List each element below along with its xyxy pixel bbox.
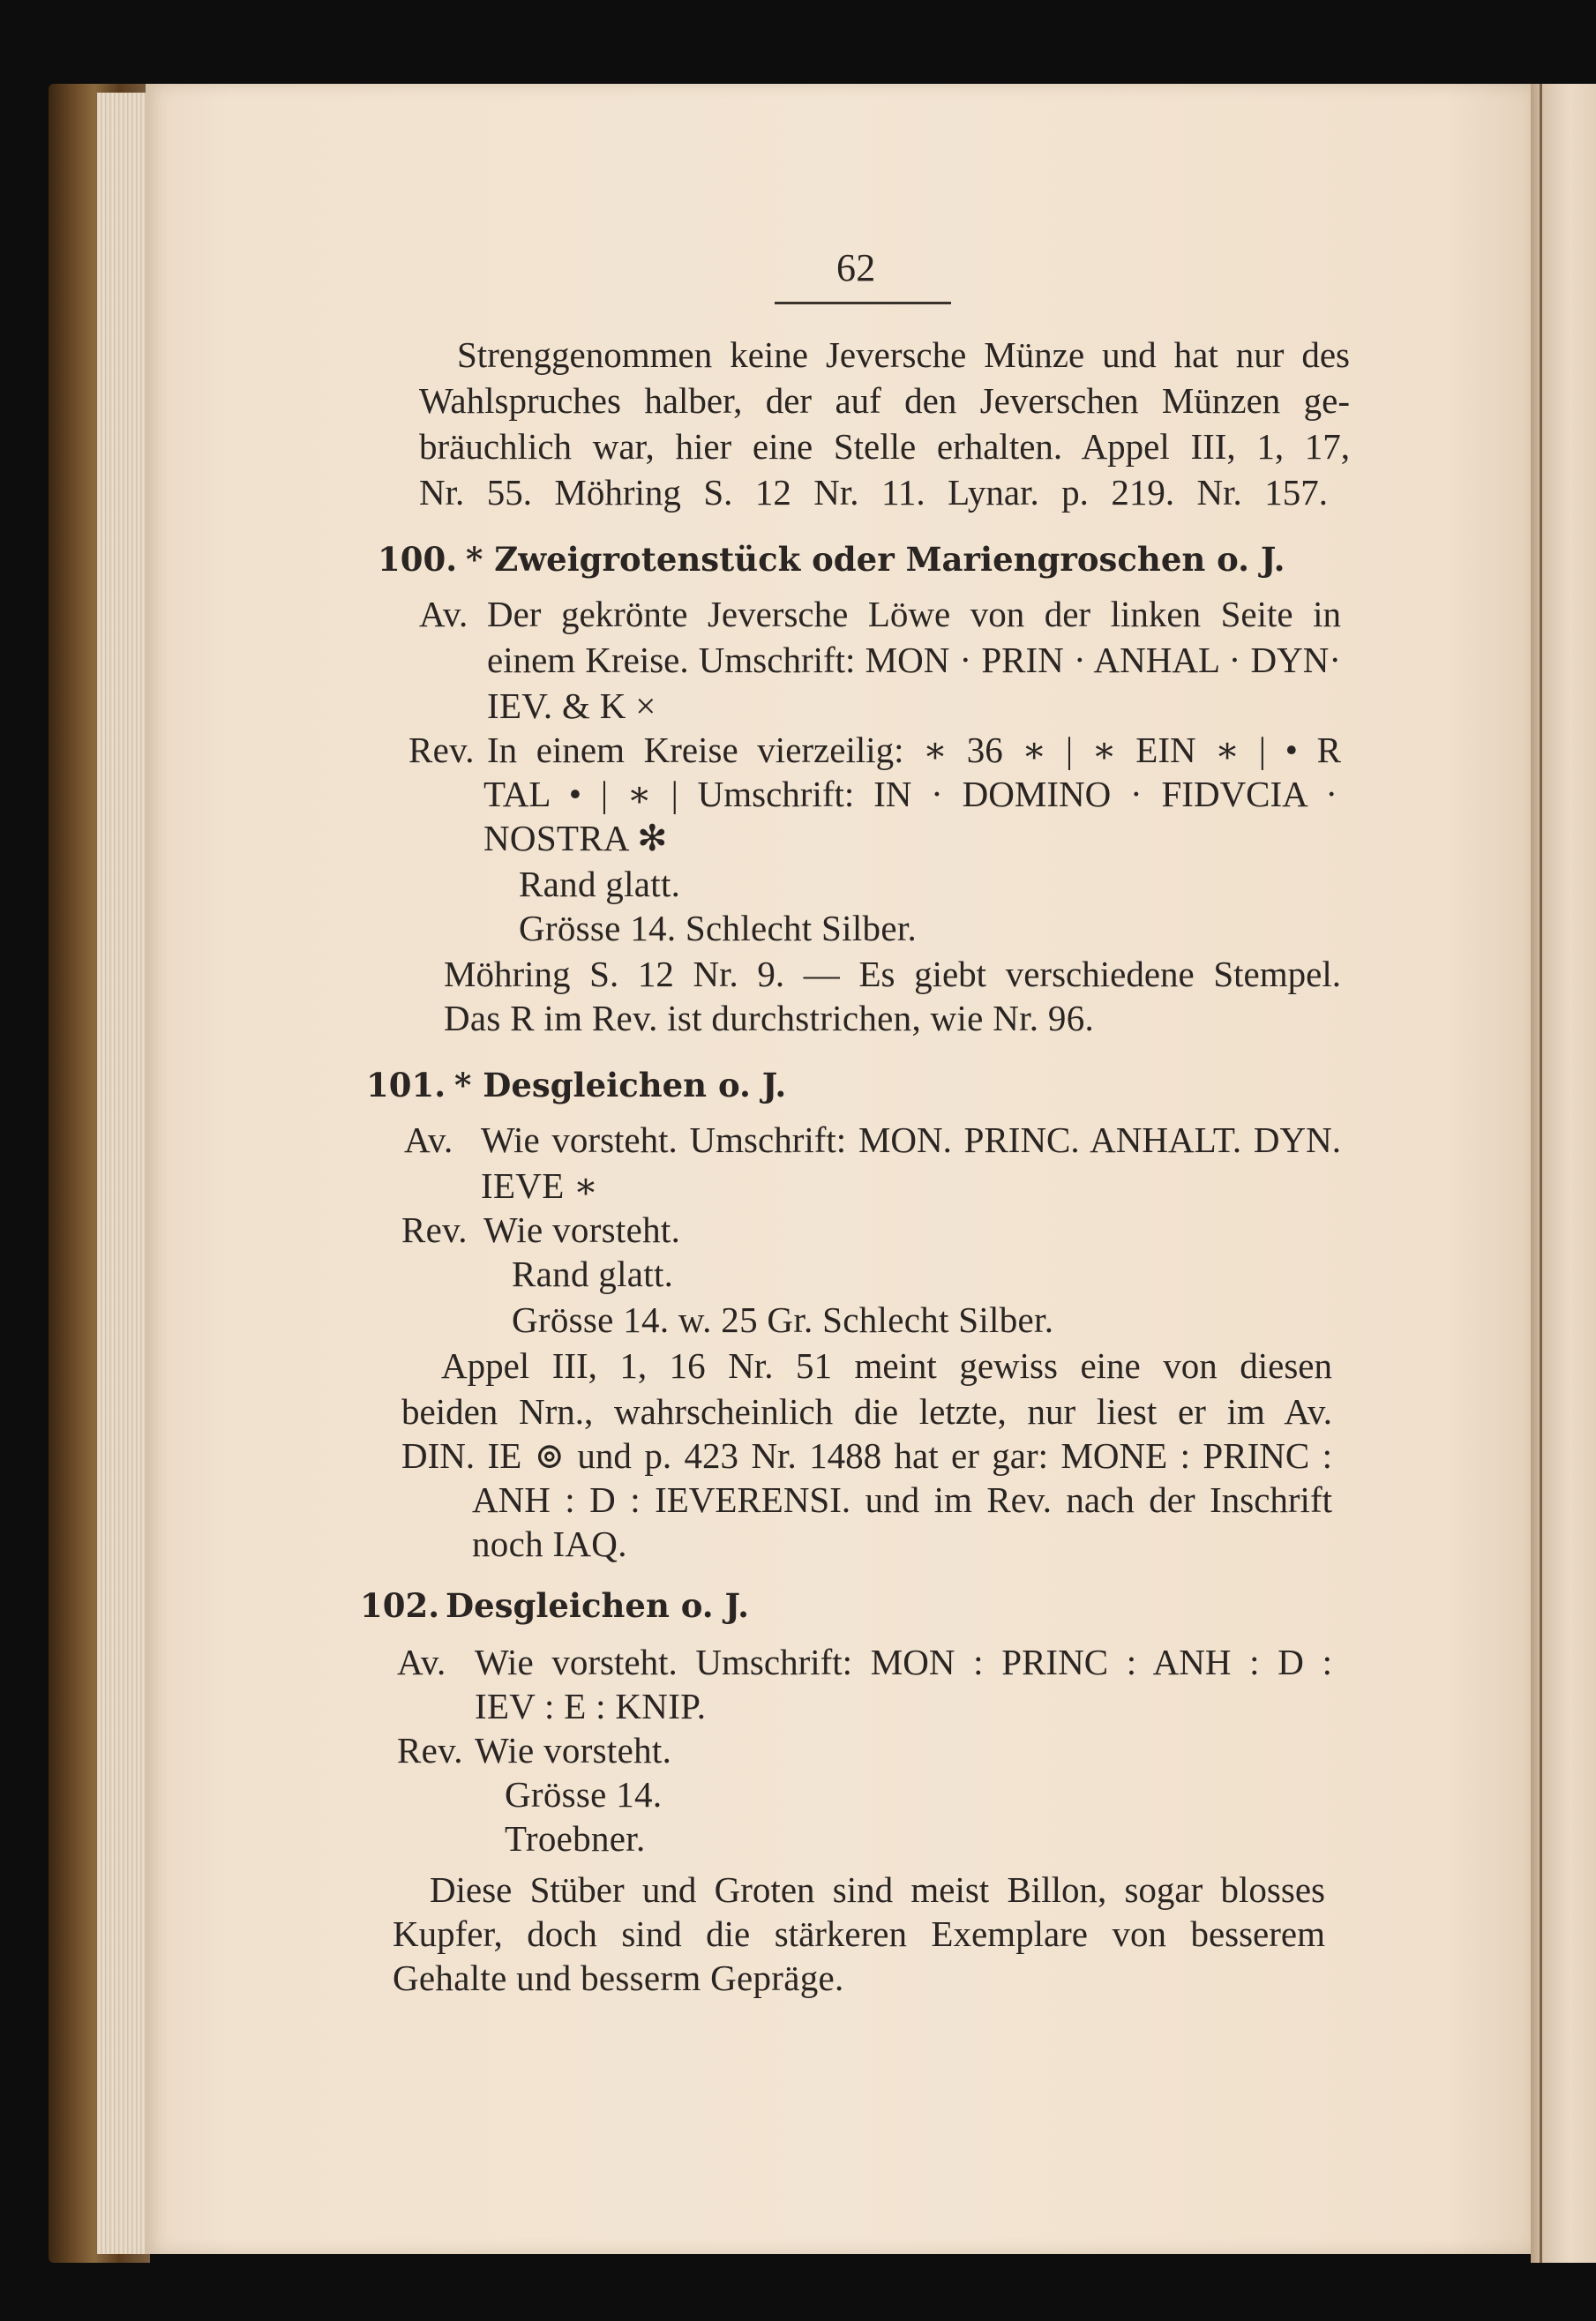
entry-101-rev-line-1: Wie vorsteht.	[483, 1209, 681, 1250]
entry-100-note-line-1: Möhring S. 12 Nr. 9. — Es giebt verschiedene Stempel.	[444, 954, 1341, 994]
entry-102-heading: Desgleichen o. J.	[446, 1586, 750, 1625]
entry-101-note-line-2: beiden Nrn., wahrscheinlich die letzte, nur liest er im Av.	[401, 1391, 1332, 1432]
entry-102-rev-label: Rev.	[397, 1730, 463, 1771]
closing-line-3: Gehalte und besserm Gepräge.	[393, 1958, 844, 1998]
entry-101-heading: * Desgleichen o. J.	[454, 1066, 787, 1104]
entry-101-note-line-4: ANH : D : IEVERENSI. und im Rev. nach der Inschrift	[472, 1479, 1332, 1520]
entry-102-av-line-1: Wie vorsteht. Umschrift: MON : PRINC : ANH : D :	[475, 1642, 1332, 1682]
entry-101-rev-label: Rev.	[401, 1209, 468, 1250]
entry-100-groesse: Grösse 14. Schlecht Silber.	[519, 908, 918, 948]
entry-101-av-line-1: Wie vorsteht. Umschrift: MON. PRINC. ANHALT. DYN.	[481, 1119, 1341, 1160]
entry-102-number: 102.	[360, 1586, 440, 1625]
entry-101-av-label: Av.	[404, 1119, 453, 1160]
entry-100-av-line-2: einem Kreise. Umschrift: MON · PRIN · ANHAL · DYN·	[487, 640, 1341, 680]
entry-102-source: Troebner.	[505, 1818, 646, 1859]
entry-100-note-line-2: Das R im Rev. ist durchstrichen, wie Nr. 96.	[444, 998, 1095, 1038]
intro-line-3: bräuchlich war, hier eine Stelle erhalten. Appel III, 1, 17,	[419, 426, 1350, 467]
page-number: 62	[836, 246, 876, 289]
entry-100-rev-line-1: In einem Kreise vierzeilig: ∗ 36 ∗ | ∗ EIN ∗ | • R	[487, 730, 1341, 770]
entry-100-av-line-3: IEV. & K ×	[487, 685, 656, 726]
entry-100-av-label: Av.	[419, 594, 468, 634]
entry-100-number: 100.	[378, 540, 458, 579]
entry-101-number: 101.	[366, 1066, 446, 1104]
page-number-rule	[775, 302, 951, 304]
entry-101-note-line-3: DIN. IE ⊚ und p. 423 Nr. 1488 hat er gar: MONE : PRINC :	[401, 1435, 1332, 1476]
entry-101-groesse: Grösse 14. w. 25 Gr. Schlecht Silber.	[512, 1299, 1054, 1340]
gutter-line	[1540, 84, 1542, 2263]
entry-102-av-line-2: IEV : E : KNIP.	[475, 1686, 707, 1726]
entry-100-rev-line-2: TAL • | ∗ | Umschrift: IN · DOMINO · FIDVCIA ·	[483, 774, 1337, 814]
entry-101-note-line-1: Appel III, 1, 16 Nr. 51 meint gewiss eine von diesen	[441, 1345, 1332, 1386]
entry-101-rand: Rand glatt.	[512, 1254, 674, 1294]
closing-line-2: Kupfer, doch sind die stärkeren Exemplare von besserem	[393, 1913, 1325, 1954]
entry-100-rand: Rand glatt.	[519, 864, 681, 904]
entry-101-note-line-5: noch IAQ.	[472, 1524, 627, 1564]
intro-line-2: Wahlspruches halber, der auf den Jeverschen Münzen ge-	[419, 380, 1350, 421]
closing-line-1: Diese Stüber und Groten sind meist Billon, sogar blosses	[430, 1869, 1325, 1910]
entry-102-av-label: Av.	[397, 1642, 446, 1682]
page-stack-edge	[97, 93, 150, 2254]
intro-line-1: Strenggenommen keine Jeversche Münze und hat nur des	[457, 334, 1350, 375]
entry-100-rev-line-3: NOSTRA ✻	[483, 818, 668, 858]
entry-100-rev-label: Rev.	[408, 730, 475, 770]
intro-line-4: Nr. 55. Möhring S. 12 Nr. 11. Lynar. p. 219. Nr. 157.	[419, 472, 1328, 513]
entry-100-heading: * Zweigrotenstück oder Mariengroschen o. J.	[466, 540, 1285, 579]
entry-101-av-line-2: IEVE ∗	[481, 1165, 599, 1206]
entry-102-groesse: Grösse 14.	[505, 1774, 663, 1815]
entry-100-av-line-1: Der gekrönte Jeversche Löwe von der linken Seite in	[487, 594, 1341, 634]
entry-102-rev-line-1: Wie vorsteht.	[475, 1730, 672, 1771]
